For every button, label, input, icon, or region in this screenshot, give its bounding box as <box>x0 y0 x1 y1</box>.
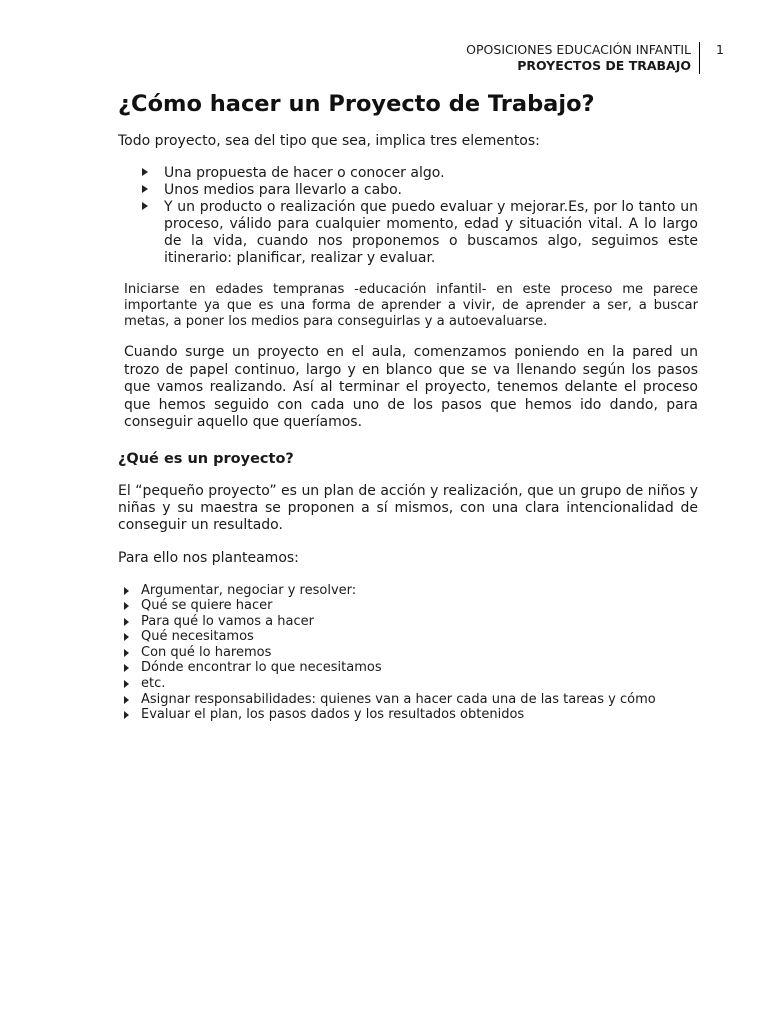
arrow-bullet-icon <box>124 602 129 610</box>
paragraph: Cuando surge un proyecto en el aula, comenzamos poniendo en la pared un trozo de papel continuo, largo y en blanco que se va llenando según los pasos que vamos realizando. Así al terminar el proyecto, tenemos delante el proceso que hemos seguido con cada uno de los pasos que hemos ido dando, para conseguir aquello que queríamos. <box>124 344 698 430</box>
section-heading: ¿Qué es un proyecto? <box>118 450 294 467</box>
intro-paragraph: Todo proyecto, sea del tipo que sea, implica tres elementos: <box>118 133 540 149</box>
page-title: ¿Cómo hacer un Proyecto de Trabajo? <box>118 91 595 117</box>
arrow-bullet-icon <box>142 185 148 193</box>
list-item: etc. <box>118 676 698 692</box>
page-header <box>466 42 700 74</box>
arrow-bullet-icon <box>142 168 148 176</box>
arrow-bullet-icon <box>124 680 129 688</box>
page-number: 1 <box>716 42 724 57</box>
header-section-title: PROYECTOS DE TRABAJO <box>517 58 691 73</box>
list-item: Dónde encontrar lo que necesitamos <box>118 660 698 676</box>
list-item: Para qué lo vamos a hacer <box>118 614 698 630</box>
steps-list <box>118 583 698 723</box>
elements-list <box>140 165 698 267</box>
list-item: Argumentar, negociar y resolver: <box>118 583 698 599</box>
paragraph: Iniciarse en edades tempranas -educación infantil- en este proceso me parece importante ya que es una forma de aprender a vivir, de aprender a ser, a buscar metas, a poner los medios para conseguirlas y a autoevaluarse. <box>124 282 698 329</box>
list-item: Y un producto o realización que puedo evaluar y mejorar.Es, por lo tanto un proceso, válido para cualquier momento, edad y situación vital. A lo largo de la vida, cuando nos proponemos o buscamos algo, seguimos este itinerario: planificar, realizar y evaluar. <box>140 199 698 267</box>
arrow-bullet-icon <box>124 696 129 704</box>
paragraph: Para ello nos planteamos: <box>118 549 299 566</box>
arrow-bullet-icon <box>142 202 148 210</box>
list-item: Con qué lo haremos <box>118 645 698 661</box>
arrow-bullet-icon <box>124 587 129 595</box>
paragraph: El “pequeño proyecto” es un plan de acción y realización, que un grupo de niños y niñas y su maestra se proponen a sí mismos, con una clara intencionalidad de conseguir un resultado. <box>118 482 698 533</box>
arrow-bullet-icon <box>124 618 129 626</box>
arrow-bullet-icon <box>124 664 129 672</box>
arrow-bullet-icon <box>124 633 129 641</box>
document-body <box>118 88 698 723</box>
list-item: Evaluar el plan, los pasos dados y los resultados obtenidos <box>118 707 698 723</box>
arrow-bullet-icon <box>124 649 129 657</box>
list-item: Qué se quiere hacer <box>118 598 698 614</box>
arrow-bullet-icon <box>124 711 129 719</box>
header-course-title: OPOSICIONES EDUCACIÓN INFANTIL <box>466 42 691 57</box>
list-item: Asignar responsabilidades: quienes van a hacer cada una de las tareas y cómo <box>118 692 698 708</box>
list-item: Una propuesta de hacer o conocer algo. <box>140 165 698 182</box>
list-item: Qué necesitamos <box>118 629 698 645</box>
list-item: Unos medios para llevarlo a cabo. <box>140 182 698 199</box>
